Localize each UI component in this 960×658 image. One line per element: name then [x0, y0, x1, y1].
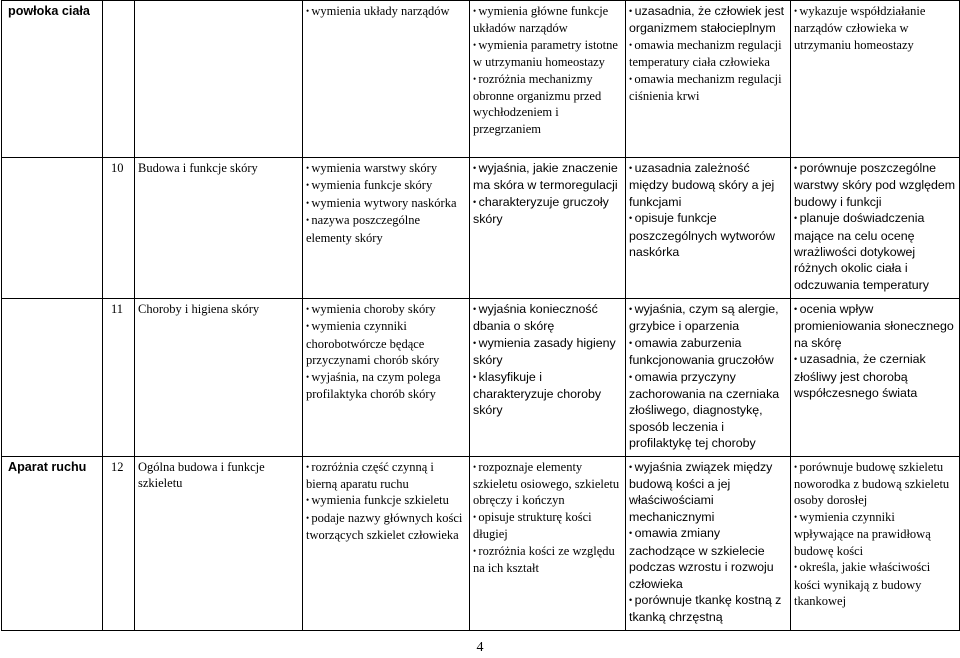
requirement-list: [629, 301, 787, 452]
requirement-list: [794, 3, 956, 53]
table-row: [2, 456, 960, 630]
requirement-list: [473, 3, 622, 137]
requirements-col-d: [791, 158, 960, 299]
requirement-item: • omawia mechanizm regulacji ciśnienia krwi: [629, 71, 787, 105]
table-row: [2, 299, 960, 457]
requirement-item: • wymienia funkcje szkieletu: [306, 492, 466, 509]
requirement-list: [629, 3, 787, 104]
requirement-list: [794, 301, 956, 401]
requirements-col-d: [791, 1, 960, 158]
table-row: [2, 158, 960, 299]
page-number: 4: [476, 640, 484, 655]
requirements-col-c: [626, 158, 791, 299]
requirement-item: • wyjaśnia, na czym polega profilaktyka chorób skóry: [306, 369, 466, 403]
requirement-item: • charakteryzuje gruczoły skóry: [473, 194, 622, 228]
requirement-item: • uzasadnia, że czerniak złośliwy jest chorobą współczesnego świata: [794, 351, 956, 401]
requirement-item: • rozróżnia część czynną i bierną aparatu ruchu: [306, 459, 466, 493]
requirement-item: • klasyfikuje i charakteryzuje choroby skóry: [473, 369, 622, 419]
requirement-item: • wyjaśnia, jakie znaczenie ma skóra w termoregulacji: [473, 160, 622, 194]
requirement-item: • porównuje budowę szkieletu noworodka z budową szkieletu osoby dorosłej: [794, 459, 956, 509]
requirement-item: • wymienia czynniki wpływające na prawidłową budowę kości: [794, 509, 956, 559]
requirement-item: • wymienia funkcje skóry: [306, 177, 466, 194]
requirement-list: [306, 301, 466, 402]
requirements-col-a: [303, 456, 470, 630]
requirement-item: • wymienia zasady higieny skóry: [473, 335, 622, 369]
requirement-list: [306, 459, 466, 544]
requirements-col-b: [470, 456, 626, 630]
section-cell: [2, 299, 103, 457]
section-cell: [2, 158, 103, 299]
requirement-item: • wyjaśnia związek między budową kości a jej właściwościami mechanicznymi: [629, 459, 787, 526]
lesson-number: 10: [103, 158, 135, 299]
lesson-topic: Ogólna budowa i funkcje szkieletu: [135, 456, 303, 630]
requirement-list: [794, 160, 956, 293]
requirement-item: • omawia mechanizm regulacji temperatury ciała człowieka: [629, 37, 787, 71]
requirement-list: [473, 301, 622, 419]
lesson-topic: Budowa i funkcje skóry: [135, 158, 303, 299]
requirement-item: • rozróżnia mechanizmy obronne organizmu przed wychłodzeniem i przegrzaniem: [473, 71, 622, 138]
section-cell: Aparat ruchu: [2, 456, 103, 630]
requirement-list: [306, 3, 466, 20]
lesson-topic: [135, 1, 303, 158]
lesson-number: 11: [103, 299, 135, 457]
lesson-number: 12: [103, 456, 135, 630]
curriculum-table: [1, 0, 960, 631]
lesson-topic: Choroby i higiena skóry: [135, 299, 303, 457]
requirements-col-d: [791, 299, 960, 457]
requirement-item: • uzasadnia, że człowiek jest organizmem stałocieplnym: [629, 3, 787, 37]
requirement-item: • uzasadnia zależność między budową skóry a jej funkcjami: [629, 160, 787, 210]
requirement-item: • planuje doświadczenia mające na celu ocenę wrażliwości dotykowej różnych okolic ciała i odczuwania temperatury: [794, 210, 956, 293]
requirements-col-b: [470, 158, 626, 299]
requirement-item: • opisuje strukturę kości długiej: [473, 509, 622, 543]
requirement-item: • wymienia układy narządów: [306, 3, 466, 20]
requirement-item: • wymienia czynniki chorobotwórcze będące przyczynami chorób skóry: [306, 318, 466, 368]
requirement-item: • określa, jakie właściwości kości wynikają z budowy tkankowej: [794, 559, 956, 609]
requirement-item: • nazywa poszczególne elementy skóry: [306, 212, 466, 246]
requirement-list: [794, 459, 956, 610]
requirements-col-b: [470, 1, 626, 158]
requirement-item: • porównuje tkankę kostną z tkanką chrzęstną: [629, 592, 787, 626]
requirement-item: • omawia zaburzenia funkcjonowania gruczołów: [629, 335, 787, 369]
requirements-col-a: [303, 299, 470, 457]
requirement-item: • rozpoznaje elementy szkieletu osiowego, szkieletu obręczy i kończyn: [473, 459, 622, 509]
requirement-item: • wymienia główne funkcje układów narządów: [473, 3, 622, 37]
requirement-item: • wymienia choroby skóry: [306, 301, 466, 318]
lesson-number: [103, 1, 135, 158]
requirement-list: [473, 459, 622, 577]
requirements-col-c: [626, 1, 791, 158]
requirement-item: • opisuje funkcje poszczególnych wytworów naskórka: [629, 210, 787, 260]
requirements-col-c: [626, 456, 791, 630]
requirements-col-a: [303, 158, 470, 299]
requirements-col-b: [470, 299, 626, 457]
requirement-item: • wymienia warstwy skóry: [306, 160, 466, 177]
requirements-col-d: [791, 456, 960, 630]
requirement-item: • rozróżnia kości ze względu na ich kształt: [473, 543, 622, 577]
requirement-item: • wymienia wytwory naskórka: [306, 195, 466, 212]
requirement-list: [629, 459, 787, 626]
requirements-col-c: [626, 299, 791, 457]
requirements-col-a: [303, 1, 470, 158]
requirement-list: [629, 160, 787, 260]
requirement-item: • wykazuje współdziałanie narządów człowieka w utrzymaniu homeostazy: [794, 3, 956, 53]
requirement-item: • wyjaśnia, czym są alergie, grzybice i oparzenia: [629, 301, 787, 335]
section-cell: powłoka ciała: [2, 1, 103, 158]
requirement-list: [306, 160, 466, 246]
requirement-item: • omawia zmiany zachodzące w szkielecie podczas wzrostu i rozwoju człowieka: [629, 525, 787, 592]
requirement-item: • wyjaśnia konieczność dbania o skórę: [473, 301, 622, 335]
requirement-item: • porównuje poszczególne warstwy skóry pod względem budowy i funkcji: [794, 160, 956, 210]
requirement-item: • omawia przyczyny zachorowania na czerniaka złośliwego, diagnostykę, sposób leczenia i profilaktykę tej choroby: [629, 369, 787, 452]
requirement-item: • wymienia parametry istotne w utrzymaniu homeostazy: [473, 37, 622, 71]
requirement-item: • ocenia wpływ promieniowania słonecznego na skórę: [794, 301, 956, 351]
table-row: [2, 1, 960, 158]
requirement-item: • podaje nazwy głównych kości tworzących szkielet człowieka: [306, 510, 466, 544]
requirement-list: [473, 160, 622, 228]
